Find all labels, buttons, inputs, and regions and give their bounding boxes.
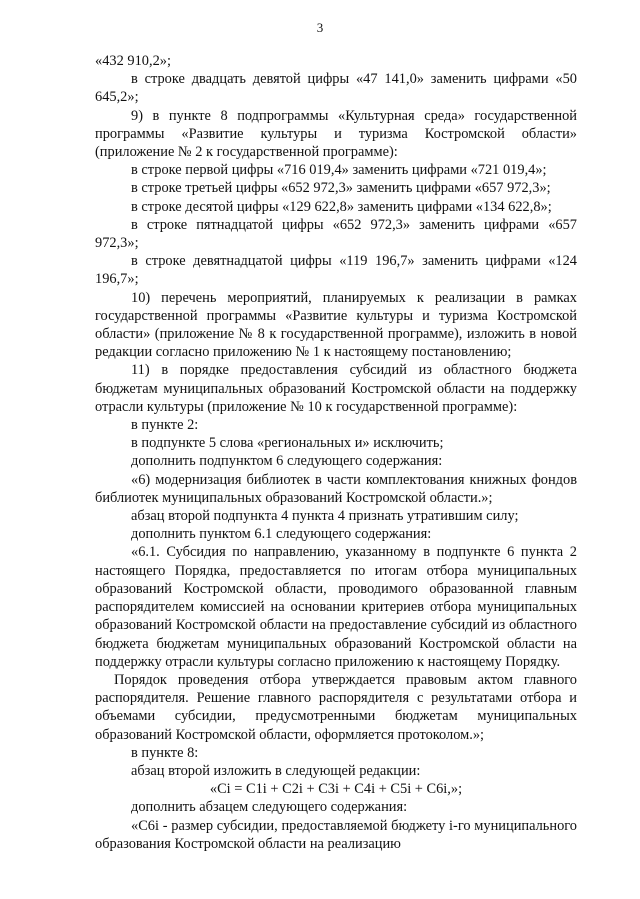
paragraph-6: в строке десятой цифры «129 622,8» заменить цифрами «134 622,8»; — [131, 198, 552, 215]
paragraph-3: 9) в пункте 8 подпрограммы «Культурная среда» государственной программы «Развитие культуры и туризма Костромской области» (приложение № 2 к государственной программе): — [95, 107, 577, 161]
paragraph-18: Порядок проведения отбора утверждается правовым актом главного распорядителя. Решение главного распорядителя с результатами отбора и объемами субсидии, предусмотренными бюджетам муниципальных образований Костромской области, оформляется протоколом.»; — [95, 671, 577, 743]
paragraph-15: абзац второй подпункта 4 пункта 4 признать утратившим силу; — [131, 508, 519, 525]
document-body — [95, 52, 577, 853]
paragraph-4: в строке первой цифры «716 019,4» заменить цифрами «721 019,4»; — [131, 162, 547, 179]
paragraph-17: «6.1. Субсидия по направлению, указанному в подпункте 6 пункта 2 настоящего Порядка, предоставляется по итогам отбора муниципальных образований Костромской области, проводимого образованной главным распорядителем комиссией на основании критериев отбора муниципальных образований Костромской области на предоставление субсидий из областного бюджета бюджетам муниципальных образований Костромской области на поддержку отрасли культуры согласно приложению к настоящему Порядку. — [95, 544, 577, 670]
paragraph-9: 10) перечень мероприятий, планируемых к реализации в рамках государственной программы «Развитие культуры и туризма Костромской области» (приложение № 8 к государственной программе), изложить в новой редакции согласно приложению № 1 к настоящему постановлению; — [95, 289, 577, 361]
formula: «Ci = C1i + C2i + C3i + C4i + C5i + C6i,»; — [209, 781, 463, 798]
paragraph-20: абзац второй изложить в следующей редакции: — [131, 762, 421, 779]
paragraph-14: «6) модернизация библиотек в части комплектования книжных фондов библиотек муниципальных образований Костромской области.»; — [95, 471, 577, 506]
paragraph-22: дополнить абзацем следующего содержания: — [131, 799, 408, 816]
paragraph-2: в строке двадцать девятой цифры «47 141,0» заменить цифрами «50 645,2»; — [95, 71, 577, 106]
paragraph-8: в строке девятнадцатой цифры «119 196,7» заменить цифрами «124 196,7»; — [95, 253, 577, 288]
paragraph-5: в строке третьей цифры «652 972,3» заменить цифрами «657 972,3»; — [131, 180, 551, 197]
paragraph-10: 11) в порядке предоставления субсидий из областного бюджета бюджетам муниципальных образований Костромской области на поддержку отрасли культуры (приложение № 10 к государственной программе): — [95, 362, 577, 415]
paragraph-16: дополнить пунктом 6.1 следующего содержания: — [131, 526, 432, 543]
paragraph-1: «432 910,2»; — [95, 53, 171, 69]
paragraph-12: в подпункте 5 слова «региональных и» исключить; — [131, 435, 444, 452]
paragraph-11: в пункте 2: — [131, 417, 199, 434]
page-number: 3 — [316, 20, 324, 35]
paragraph-13: дополнить подпунктом 6 следующего содержания: — [131, 453, 443, 470]
paragraph-7: в строке пятнадцатой цифры «652 972,3» заменить цифрами «657 972,3»; — [95, 216, 577, 252]
paragraph-23: «C6i - размер субсидии, предоставляемой бюджету i-го муниципального образования Костромской области на реализацию — [95, 817, 577, 852]
paragraph-19: в пункте 8: — [131, 744, 199, 761]
